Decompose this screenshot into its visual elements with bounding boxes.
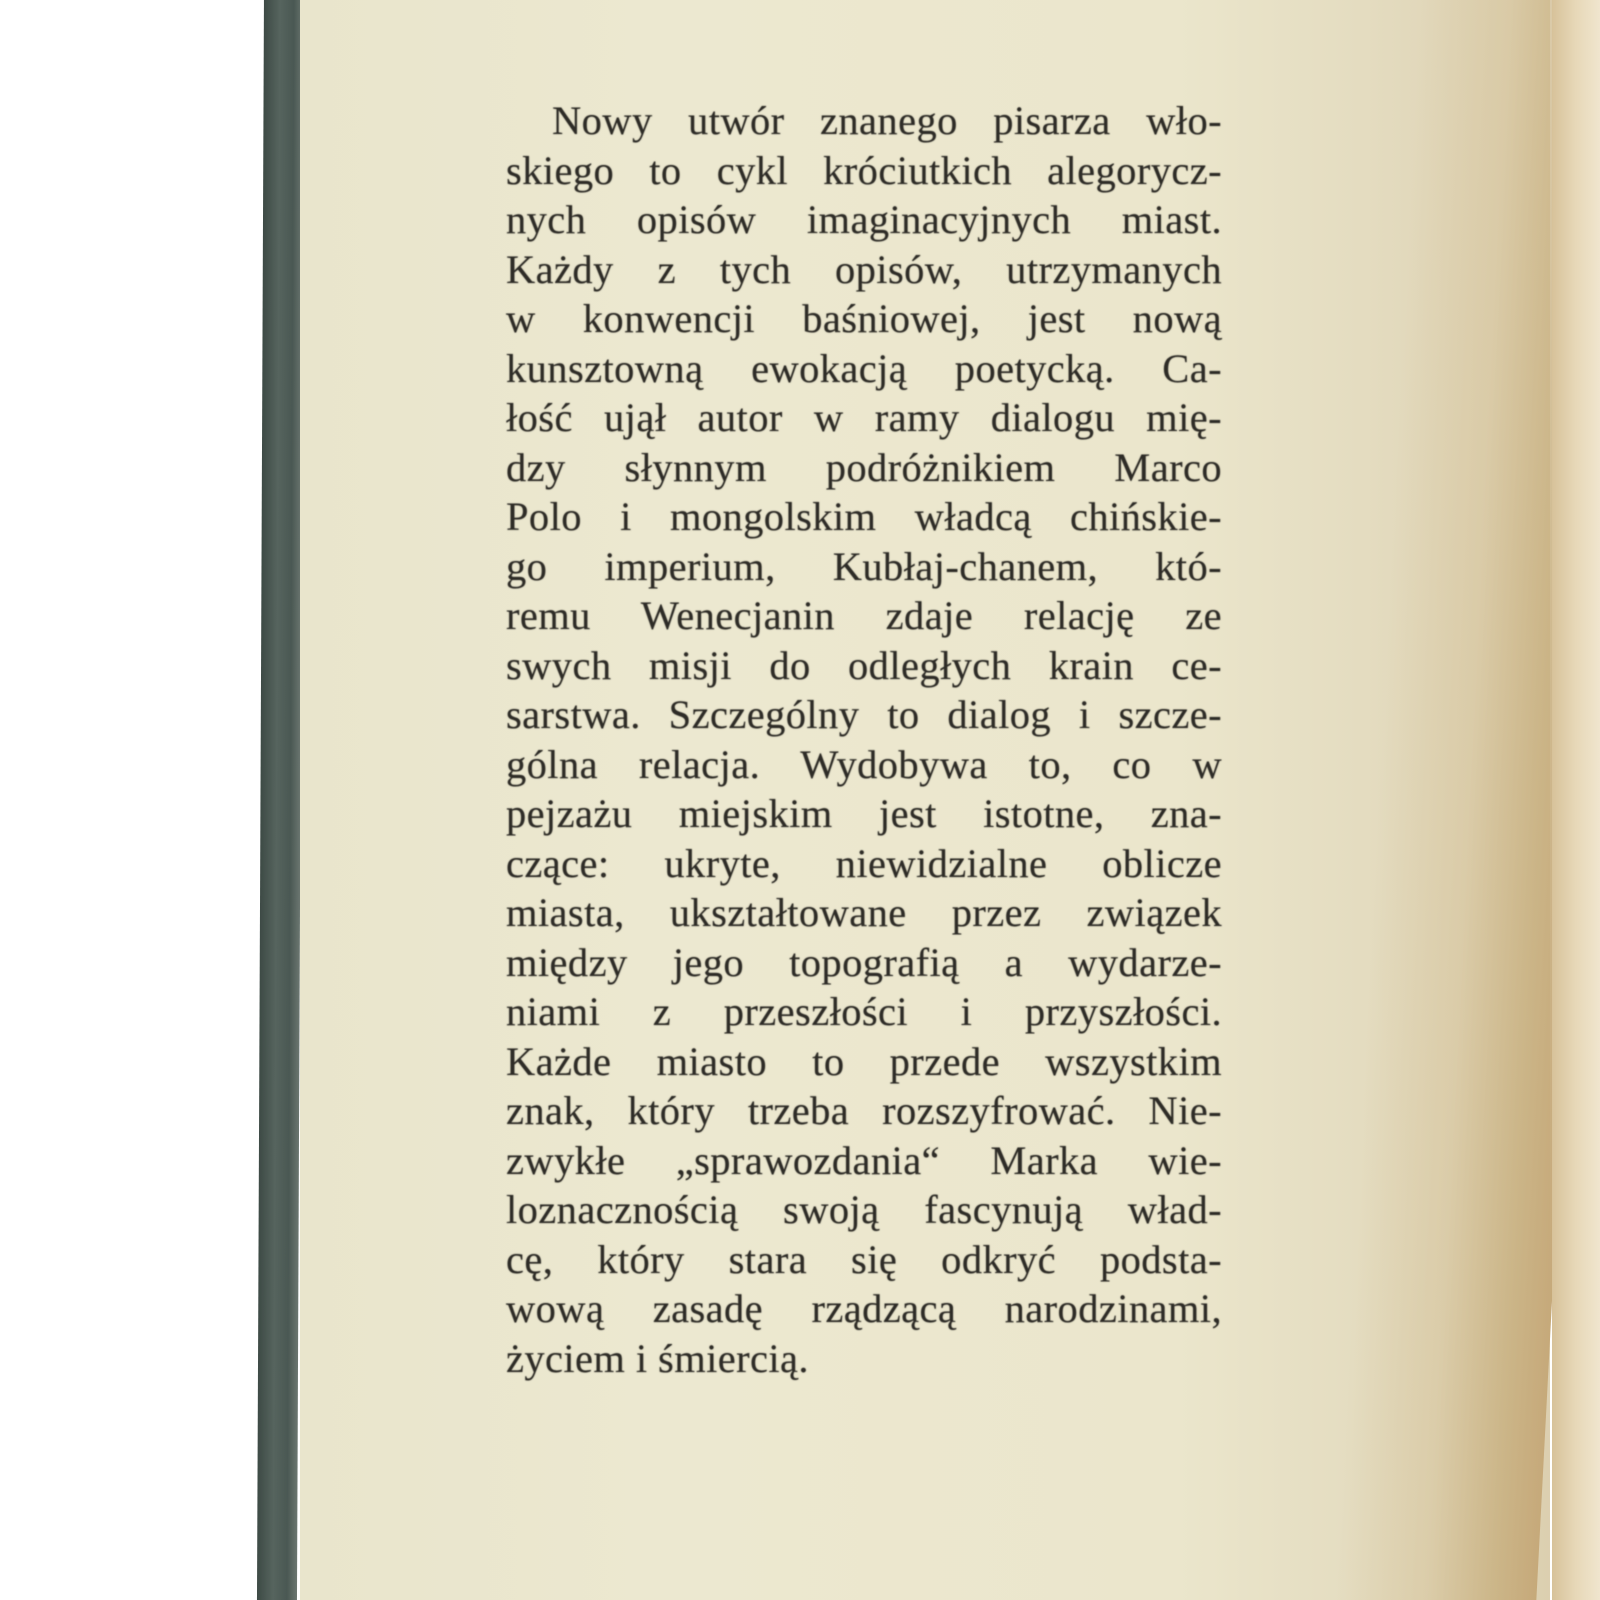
- blurb-line: wową zasadę rządzącą narodzinami,: [506, 1286, 1222, 1331]
- blurb-line: zwykłe „sprawozdania“ Marka wie-: [506, 1137, 1222, 1183]
- blurb-line: życiem i śmiercią.: [506, 1335, 809, 1381]
- blurb-line: gólna relacja. Wydobywa to, co w: [506, 741, 1222, 787]
- blurb-line: Nowy utwór znanego pisarza wło-: [552, 98, 1222, 143]
- blurb-line: między jego topografią a wydarze-: [506, 939, 1222, 985]
- blurb-line: miasta, ukształtowane przez związek: [506, 890, 1222, 935]
- book-page-edge: [1552, 0, 1600, 1600]
- cover-board-edge: [257, 0, 304, 1600]
- blurb-text: [506, 96, 1222, 1383]
- blurb-line: swych misji do odległych krain ce-: [506, 642, 1222, 688]
- blurb-line: dzy słynnym podróżnikiem Marco: [506, 444, 1222, 490]
- blurb-line: go imperium, Kubłaj-chanem, któ-: [506, 543, 1222, 589]
- blurb-line: łość ujął autor w ramy dialogu mię-: [506, 395, 1222, 440]
- blurb-line: nych opisów imaginacyjnych miast.: [506, 197, 1222, 242]
- blurb-line: Każdy z tych opisów, utrzymanych: [506, 246, 1222, 292]
- blurb-line: pejzażu miejskim jest istotne, zna-: [506, 791, 1222, 836]
- blurb-line: Każde miasto to przede wszystkim: [506, 1038, 1222, 1084]
- blurb-line: remu Wenecjanin zdaje relację ze: [506, 593, 1222, 638]
- blurb-line: znak, który trzeba rozszyfrować. Nie-: [506, 1088, 1222, 1133]
- blurb-line: niami z przeszłości i przyszłości.: [506, 989, 1222, 1034]
- blurb-line: Polo i mongolskim władcą chińskie-: [506, 494, 1222, 539]
- blurb-line: cę, który stara się odkryć podsta-: [506, 1236, 1222, 1282]
- blurb-line: w konwencji baśniowej, jest nową: [506, 296, 1222, 341]
- blurb-line: sarstwa. Szczególny to dialog i szcze-: [506, 692, 1222, 737]
- blurb-line: skiego to cykl króciutkich alegorycz-: [506, 147, 1222, 193]
- blurb-line: kunsztowną ewokacją poetycką. Ca-: [506, 345, 1222, 391]
- blurb-line: czące: ukryte, niewidzialne oblicze: [506, 840, 1222, 886]
- blurb-line: loznacznością swoją fascynują wład-: [506, 1187, 1222, 1232]
